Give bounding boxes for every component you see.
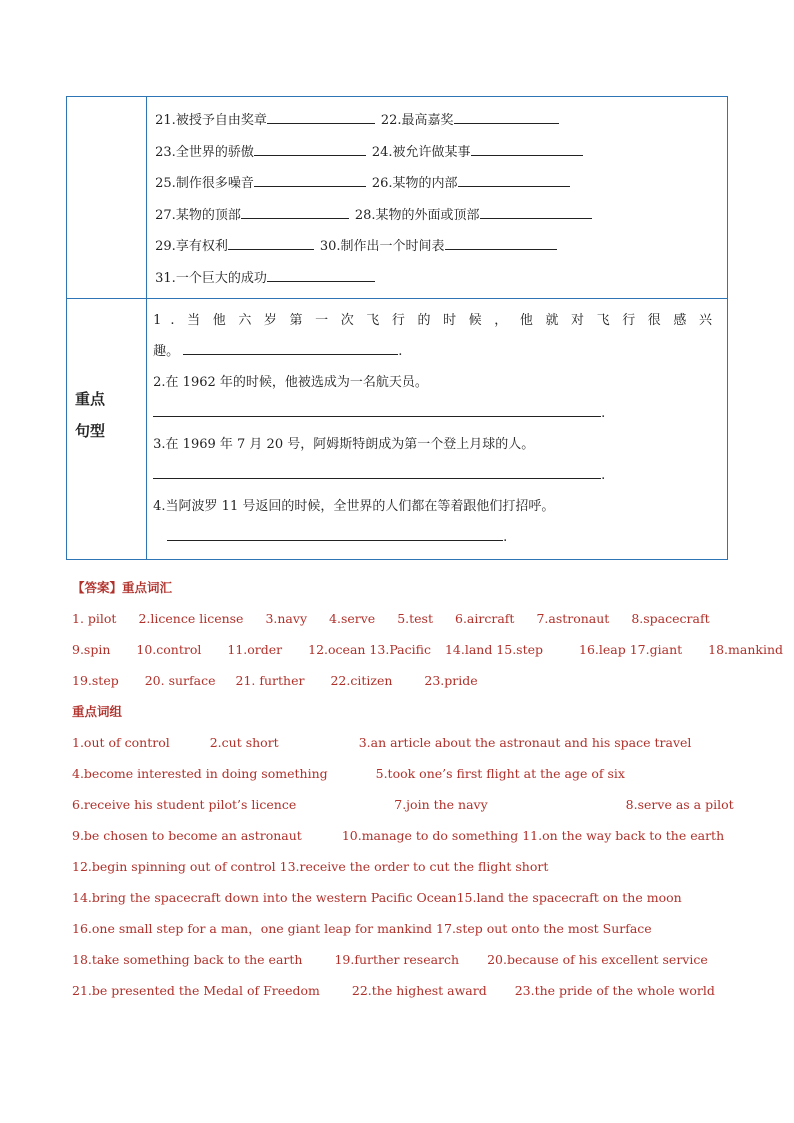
sentence-4-answer [153,522,721,553]
answer-item: 23.the pride of the whole world [514,983,715,998]
vocab-row [67,97,728,299]
vocab-line [155,105,727,137]
answer-item: 1.out of control [72,735,170,750]
answer-item: 16.leap 17.giant [579,642,683,657]
answer-line [72,665,732,696]
sentence-label-line-1: 重点 [75,390,106,408]
answer-item: 10.manage to do something 11.on the way back to the earth [341,828,725,843]
sentence-1-cont [153,336,721,367]
vocab-prompt: 31.一个巨大的成功 [155,270,267,286]
answer-item: 21.be presented the Medal of Freedom [72,983,320,998]
vocab-prompt: 29.享有权利 [155,239,228,254]
answer-line [72,913,732,944]
answer-line [72,851,732,882]
answer-line [72,944,732,975]
sentence-list [147,299,727,559]
answer-item: 1. pilot [72,611,117,626]
answer-item: 22.the highest award [351,983,487,998]
vocab-cell [147,97,728,299]
vocab-blank[interactable] [454,109,559,124]
sentence-1-text: 1.当他六岁第一次飞行的时候，他就对飞行很感兴 [153,313,721,328]
answer-item: 20.because of his excellent service [487,952,708,967]
answer-line [72,727,732,758]
sentence-2-text: 2.在 1962 年的时候，他被选成为一名航天员。 [153,375,428,390]
answer-item: 7.join the navy [394,797,488,812]
vocab-line [155,200,727,232]
answer-line [72,882,732,913]
vocab-list [147,97,727,298]
answer-line [72,603,732,634]
answer-item: 21. further [235,673,305,688]
answer-item: 14.bring the spacecraft down into the western Pacific Ocean15.land the spacecraft on the moon [72,890,682,905]
answer-item: 5.test [397,611,433,626]
answer-item: 18.mankind [708,642,784,657]
vocab-blank[interactable] [228,235,314,250]
answer-item: 10.control [136,642,202,657]
vocab-prompt: 23.全世界的骄傲 [155,144,254,160]
vocab-prompt: 27.某物的顶部 [155,207,241,223]
answer-item: 22.citizen [330,673,393,688]
answer-item: 9.be chosen to become an astronaut [72,828,302,843]
vocab-prompt: 24.被允许做某事 [371,144,471,160]
answer-item: 7.astronaut [536,611,610,626]
sentence-label-cell [67,299,147,560]
vocab-prompt: 22.最高嘉奖 [380,113,454,128]
answer-key [72,572,784,1006]
vocab-prompt: 21.被授予自由奖章 [155,113,267,128]
vocab-line [155,137,727,169]
answer-line [72,758,732,789]
period-4: . [503,530,508,545]
sentence-4-text: 4.当阿波罗 11 号返回的时候，全世界的人们都在等着跟他们打招呼。 [153,499,555,514]
vocab-blank[interactable] [254,172,366,187]
answer-item: 2.cut short [209,735,279,750]
answer-item: 18.take something back to the earth [72,952,303,967]
answer-item: 8.spacecraft [631,611,710,626]
answer-item: 12.ocean 13.Pacific [308,642,431,657]
vocab-blank[interactable] [267,267,375,282]
answer-blank-4[interactable] [167,522,503,541]
vocab-blank[interactable] [480,204,592,219]
answer-item: 3.an article about the astronaut and his space travel [358,735,692,750]
answer-heading: 【答案】重点词汇 [72,580,173,595]
answer-line [72,975,732,1006]
vocab-blank[interactable] [241,204,349,219]
vocab-blank[interactable] [458,172,570,187]
answer-item: 3.navy [265,611,308,626]
answer-heading: 重点词组 [72,704,123,719]
vocab-prompt: 25.制作很多噪音 [155,176,254,191]
sentence-cell [147,299,728,560]
sentence-label [67,299,146,447]
worksheet-table [66,96,728,560]
answer-line [72,789,732,820]
answer-line [72,634,784,665]
vocab-line [155,231,727,263]
answer-item: 11.order [227,642,283,657]
vocab-blank[interactable] [267,109,375,124]
vocab-line [155,168,727,200]
answer-item: 4.become interested in doing something [72,766,328,781]
sentence-3-answer [153,460,721,491]
period-2: . [601,406,606,421]
answer-item: 20. surface [144,673,216,688]
answer-item: 12.begin spinning out of control 13.receive the order to cut the flight short [72,859,549,874]
sentence-2-answer [153,398,721,429]
period-3: . [601,468,606,483]
answer-item: 4.serve [329,611,376,626]
answer-item: 2.licence license [138,611,244,626]
sentence-1-end: 趣。 [153,344,180,359]
answer-item: 19.step [72,673,119,688]
vocab-prompt: 30.制作出一个时间表 [319,239,445,254]
answer-item: 14.land 15.step [444,642,544,657]
vocab-blank[interactable] [254,141,366,156]
sentence-label-line-2: 句型 [75,422,106,440]
answer-item: 6.aircraft [455,611,515,626]
answer-line [72,820,732,851]
vocab-blank[interactable] [471,141,583,156]
answer-item: 6.receive his student pilot’s licence [72,797,297,812]
answer-item: 23.pride [424,673,478,688]
period-1: . [398,344,403,359]
answer-item: 8.serve as a pilot [625,797,734,812]
answer-item: 5.took one’s first flight at the age of six [375,766,625,781]
answer-item: 19.further research [334,952,460,967]
answer-item: 16.one small step for a man，one giant leap for mankind 17.step out onto the most Surface [72,921,652,936]
vocab-prompt: 26.某物的内部 [371,176,458,191]
vocab-prompt: 28.某物的外面或顶部 [354,207,480,223]
sentence-row [67,299,728,560]
vocab-blank[interactable] [445,235,557,250]
answer-blank-1[interactable] [183,336,398,355]
vocab-label-cell [67,97,147,299]
answer-item: 9.spin [72,642,111,657]
answer-blank-3[interactable] [153,460,601,479]
answer-blank-2[interactable] [153,398,601,417]
vocab-line [155,263,727,295]
sentence-3-text: 3.在 1969 年 7 月 20 号，阿姆斯特朗成为第一个登上月球的人。 [153,437,535,452]
